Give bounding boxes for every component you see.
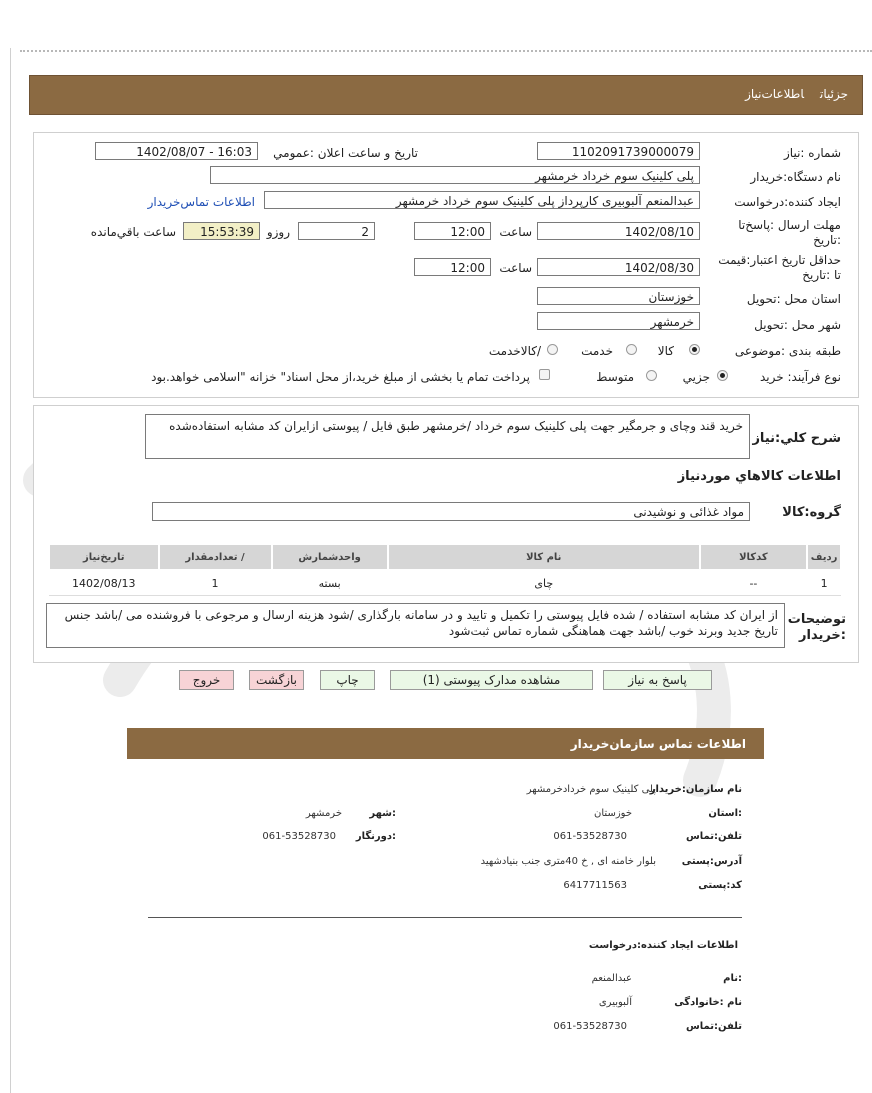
buyer-org-label: نام دستگاه:خریدار: [750, 170, 841, 184]
treasury-payment-note: پرداخت تمام یا بخشی از مبلغ خرید،از محل اسناد" خزانه "اسلامی خواهد.بود: [151, 370, 530, 384]
buyer-notes-label: توضیحات :خریدار: [787, 612, 846, 643]
left-border: [10, 48, 11, 1093]
deadline-label: مهلت ارسال :پاسخ‌تا :تاریخ: [738, 218, 841, 247]
deadline-time-field: 12:00: [414, 222, 491, 240]
creator-info-title: اطلاعات ایجاد کننده:درخواست: [588, 940, 738, 951]
cell-name: چای: [388, 570, 700, 596]
phone-label: تلفن:تماس: [685, 831, 742, 842]
fax-value: 061-53528730: [262, 831, 336, 842]
col-qty: / تعدادمقدار: [159, 544, 272, 570]
org-label: نام سازمان:خریدار: [649, 784, 742, 795]
print-button[interactable]: چاپ: [320, 670, 375, 690]
phone-value: 061-53528730: [553, 831, 627, 842]
category-service-radio[interactable]: [626, 344, 637, 355]
province-field: خوزستان: [537, 287, 700, 305]
announce-field: 1402/08/07 - 16:03: [95, 142, 258, 160]
category-goods-service-label: /کالاخدمت: [488, 344, 541, 358]
cell-unit: بسته: [272, 570, 388, 596]
city-field: خرمشهر: [537, 312, 700, 330]
fax-label: :دورنگار: [355, 831, 396, 842]
address-label: آدرس:پستی: [681, 856, 742, 867]
validity-label: حداقل تاریخ اعتبار:قیمت تا :تاریخ: [718, 253, 841, 282]
creator-field: عبدالمنعم آلبوبیری کارپرداز پلی کلینیک سوم خرداد خرمشهر: [264, 191, 700, 209]
deadline-date-field: 1402/08/10: [537, 222, 700, 240]
need-number-label: شماره :نیاز: [784, 146, 841, 160]
validity-date-field: 1402/08/30: [537, 258, 700, 276]
tab-need-info[interactable]: اطلاعات‌نیاز: [745, 87, 804, 101]
province-contact-label: :استان: [708, 808, 742, 819]
process-minor-label: جزیي: [682, 370, 710, 384]
treasury-payment-checkbox[interactable]: [539, 369, 550, 380]
view-documents-button[interactable]: مشاهده مدارک پیوستی (1): [390, 670, 593, 690]
org-value: پلی کلینیک سوم خردادخرمشهر: [526, 784, 656, 795]
col-date: تاریخ‌نیاز: [49, 544, 159, 570]
days-label: روزو: [266, 225, 290, 239]
buyer-org-field: پلی کلینیک سوم خرداد خرمشهر: [210, 166, 700, 184]
cell-row: 1: [807, 570, 841, 596]
announce-label: تاریخ و ساعت اعلان :عمومي: [273, 146, 418, 160]
family-value: آلبوبیری: [598, 997, 632, 1008]
details-header: [29, 75, 863, 115]
contact-divider: [148, 917, 742, 918]
family-label: نام :خانوادگی: [674, 997, 742, 1008]
process-medium-label: متوسط: [596, 370, 634, 384]
cell-qty: 1: [159, 570, 272, 596]
contact-header: [127, 728, 764, 759]
remaining-time-field: 15:53:39: [183, 222, 260, 240]
cell-date: 1402/08/13: [49, 570, 159, 596]
city-contact-value: خرمشهر: [305, 808, 342, 819]
col-unit: واحدشمارش: [272, 544, 388, 570]
col-name: نام کالا: [388, 544, 700, 570]
cell-code: --: [700, 570, 807, 596]
buyer-notes-text: از ایران کد مشابه استفاده / شده فایل پیوستی را تکمیل و تایید و در سامانه بارگذاری /شود هزینه ارسال و مرجوعی با فروشنده می /باشد جنس تاریخ جدید وبرند خوب /باشد جهت هماهنگی شماره تماس ثبت‌شود: [46, 603, 785, 648]
address-value: بلوار خامنه ای , خ 40متری جنب بنیادشهید: [480, 856, 656, 867]
province-label: استان محل :تحویل: [746, 292, 841, 306]
goods-info-title: اطلاعات کالاهاي موردنیاز: [677, 469, 841, 484]
goods-group-label: گروه:کالا: [782, 505, 841, 520]
summary-text: خرید قند وچای و جرمگیر جهت پلی کلینیک سوم خرداد /خرمشهر طبق فایل / پیوستی ازایران کد مشابه استفاده‌شده: [145, 414, 750, 459]
back-button[interactable]: بازگشت: [249, 670, 304, 690]
table-row: [49, 570, 841, 596]
summary-label: شرح کلي:نیاز: [752, 431, 841, 446]
validity-time-field: 12:00: [414, 258, 491, 276]
contact-title: اطلاعات تماس سازمان‌خریدار: [570, 737, 746, 751]
name-value: عبدالمنعم: [591, 973, 632, 984]
days-field: 2: [298, 222, 375, 240]
table-header-row: [49, 544, 841, 570]
goods-group-field: مواد غذائی و نوشیدنی: [152, 502, 750, 521]
postal-label: کد:پستی: [698, 880, 742, 891]
creator-phone-label: تلفن:تماس: [685, 1021, 742, 1032]
city-contact-label: :شهر: [369, 808, 396, 819]
deadline-time-label: ساعت: [499, 225, 532, 239]
process-medium-radio[interactable]: [646, 370, 657, 381]
col-code: کدکالا: [700, 544, 807, 570]
reply-button[interactable]: پاسخ به نیاز: [603, 670, 712, 690]
category-goods-radio[interactable]: [689, 344, 700, 355]
category-goods-service-radio[interactable]: [547, 344, 558, 355]
buyer-contact-link[interactable]: اطلاعات تماس‌خریدار: [147, 195, 255, 209]
creator-label: ایجاد کننده:درخواست: [734, 195, 841, 209]
category-label: طبقه بندی :موضوعی: [734, 344, 841, 358]
col-row: ردیف: [807, 544, 841, 570]
tab-details[interactable]: جزئیات: [820, 87, 848, 101]
process-label: نوع فرآیند: خرید: [760, 370, 841, 384]
exit-button[interactable]: خروج: [179, 670, 234, 690]
category-service-label: خدمت: [581, 344, 613, 358]
process-minor-radio[interactable]: [717, 370, 728, 381]
remaining-label: ساعت باقي‌مانده: [90, 225, 176, 239]
top-divider: [20, 50, 872, 52]
name-label: :نام: [723, 973, 742, 984]
city-label: شهر محل :تحویل: [754, 318, 841, 332]
need-number-field: 1102091739000079: [537, 142, 700, 160]
goods-table: [48, 543, 842, 596]
province-contact-value: خوزستان: [594, 808, 632, 819]
postal-value: 6417711563: [563, 880, 627, 891]
creator-phone-value: 061-53528730: [553, 1021, 627, 1032]
category-goods-label: کالا: [657, 344, 674, 358]
validity-time-label: ساعت: [499, 261, 532, 275]
